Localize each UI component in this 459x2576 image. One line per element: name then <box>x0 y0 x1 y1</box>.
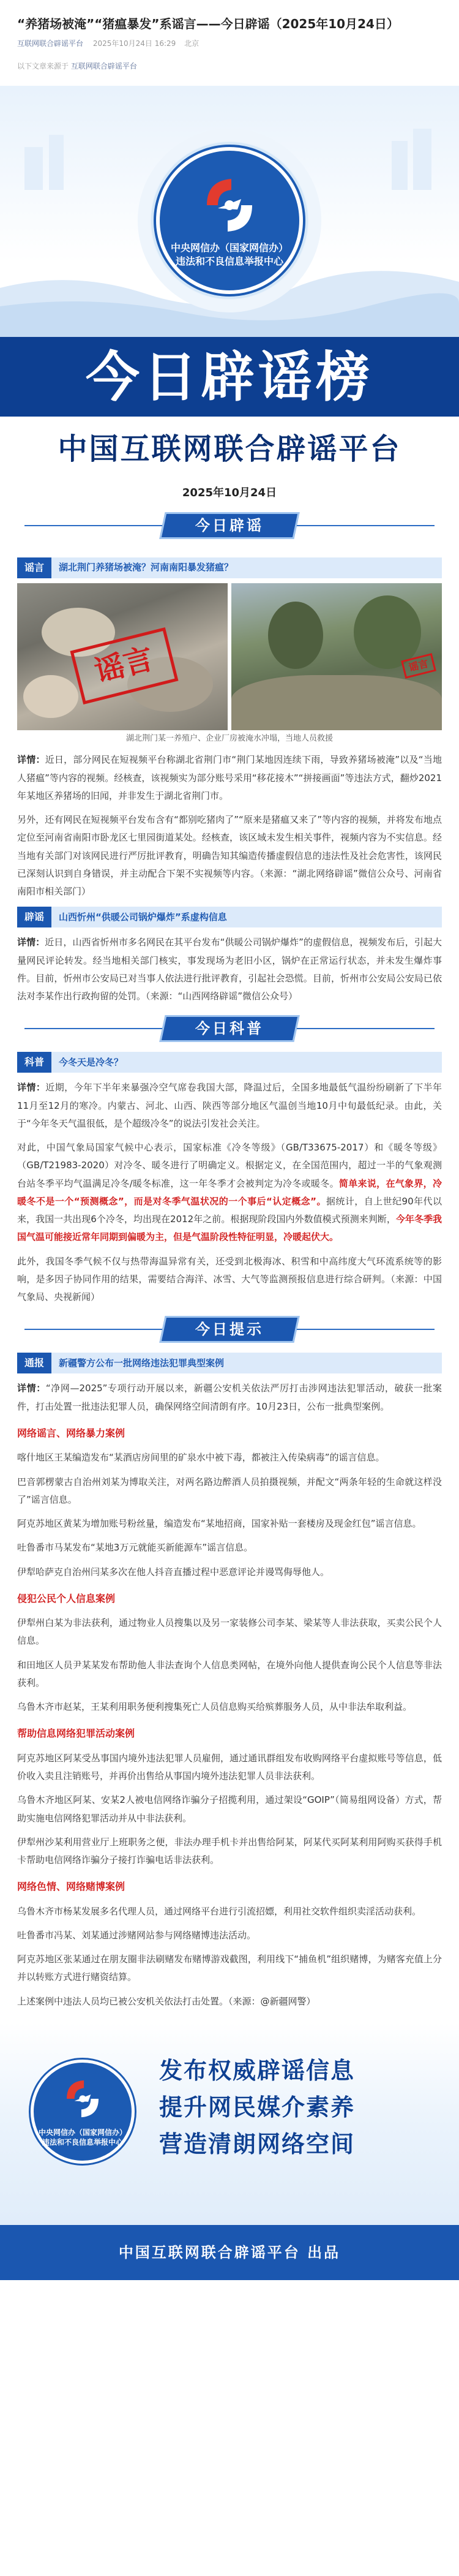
notice-tag: 通报 <box>17 1353 51 1373</box>
hero-subtitle: 中国互联网联合辟谣平台 <box>58 431 401 466</box>
science-text2b: 据统计，自上世纪90年代以来，我国一共出现6个冷冬，均出现在2012年之前。根据现阶段国内外数值模式预测来判断， <box>17 1195 442 1225</box>
case-item: 乌鲁木齐市杨某发展多名代理人员，通过网络平台进行引流招嫖，利用社交软件组织卖淫活动获利。 <box>17 1905 422 1917</box>
case-item: 阿克苏地区黄某为增加账号粉丝量，编造发布“某地招商，国家补贴一套楼房及现金红包”谣言信息。 <box>17 1518 422 1530</box>
footer-logo-line2: 违法和不良信息举报中心 <box>42 2137 123 2147</box>
case-item: 阿克苏地区阿某受丛事国内境外违法犯罪人员雇佣，通过通讯群组发布收购网络平台虚拟账号等信息，低价收入卖且注销账号，并再价出售给从事国内境外违法犯罪人员非法获利。 <box>17 1752 442 1782</box>
footer-banner <box>0 2023 459 2280</box>
banner-pill <box>159 1316 299 1343</box>
tips-title: 新疆警方公布一批网络违法犯罪典型案例 <box>59 1358 225 1369</box>
rumor-photo-flood-road[interactable] <box>231 583 442 730</box>
publish-time: 2025年10月24日 16:29 <box>92 39 176 48</box>
science-highlight2: 今年冬季我国气温可能接近常年同期到偏暖为主，但是气温阶段性特征明显，冷暖起伏大。 <box>17 1214 442 1243</box>
case-item: 吐鲁番市冯某、刘某通过涉赌网站参与网络赌博违法活动。 <box>17 1929 256 1941</box>
case-item: 乌鲁木齐地区阿某、安某2人被电信网络诈骗分子招揽利用，通过架设“GOIP”（简易组网设备）方式，帮助实施电信网络犯罪活动并从中非法获利。 <box>17 1794 442 1824</box>
rumor-stamp: 谣言 <box>70 627 178 704</box>
section-rumor-label: 今日辟谣 <box>195 516 264 534</box>
report-center-logo-icon <box>195 172 264 239</box>
report-center-logo-icon <box>58 2075 107 2123</box>
rumor2-heading <box>17 907 442 927</box>
case-item: 伊犁州沙某利用营业厅上班职务之便，非法办理手机卡并出售给阿某，阿某代买阿某利用阿购买获得手机卡帮助电信网络诈骗分子接打诈骗电话非法获利。 <box>17 1836 442 1866</box>
debunk-tag: 辟谣 <box>17 907 51 927</box>
case-item: 喀什地区王某编造发布“某酒店房间里的矿泉水中被下毒，都被注入传染病毒”的谣言信息。 <box>17 1452 385 1464</box>
rumor1-title: 湖北荆门养猪场被淹？河南南阳暴发猪瘟？ <box>59 562 234 573</box>
banner-pill <box>159 512 299 539</box>
footer-producer-bar: 中国互联网联合辟谣平台 出品 <box>0 2225 459 2280</box>
section-science-label: 今日科普 <box>195 1019 264 1038</box>
science-paragraph3: 此外，我国冬季气候不仅与热带海温异常有关，还受到北极海冰、积雪和中高纬度大气环流系统等的影响，是多因子协同作用的结果，需要结合海洋、冰雪、大气等监测预报信息进行综合研判。（来源：中国气象局、央视新闻） <box>17 1255 442 1303</box>
hero-banner <box>0 86 459 551</box>
detail-label: 详情： <box>17 1082 46 1093</box>
rumor-photo-flooded-farm[interactable] <box>17 583 228 730</box>
detail-label: 详情： <box>17 754 45 766</box>
tips-intro <box>17 1380 442 1416</box>
science-heading <box>17 1052 442 1073</box>
banner-pill <box>159 1015 299 1042</box>
case-item: 吐鲁番市马某发布“某地3万元就能买新能源车”谣言信息。 <box>17 1542 253 1554</box>
science-title: 今冬天是冷冬？ <box>59 1057 124 1068</box>
footer-logo-line1: 中央网信办（国家网信办） <box>38 2128 127 2137</box>
science-paragraph2 <box>17 1139 442 1247</box>
rumor-stamp-small: 谣言 <box>401 653 436 679</box>
logo-line1: 中央网信办（国家网信办） <box>170 241 288 254</box>
rumor1-photos <box>17 583 442 730</box>
forward-source <box>17 59 442 74</box>
article-title: “养猪场被淹”“猪瘟暴发”系谣言——今日辟谣（2025年10月24日） <box>17 17 399 31</box>
rumor-tag: 谣言 <box>17 557 51 578</box>
article-header <box>0 0 459 82</box>
rumor1-detail <box>17 751 442 805</box>
footer-slogan-1: 发布权威辟谣信息 <box>159 2056 356 2084</box>
hero-date: 2025年10月24日 <box>182 486 277 499</box>
rumor1-text: 近日，部分网民在短视频平台称湖北省荆门市“荆门某地因连续下雨，导致养猪场被淹”以及“当地人猪瘟”等内容的视频。经核查，该视频实为部分账号采用“移花接木”“拼接画面”等违法方式，翻炒2021年某地区养猪场的旧闻，并非发生于湖北省荆门市。 <box>17 754 442 801</box>
science-text2a: 对此，中国气象局国家气候中心表示，国家标准《冷冬等级》（GB/T33675-2017）和《暖冬等级》（GB/T21983-2020）对冷冬、暖冬进行了明确定义。根据定义，在全国范围内，超过一半的气象观测台站冬季平均气温满足冷冬/暖冬标准，这一年冬季才会被判定为冷冬或暖冬。 <box>17 1142 442 1189</box>
case-category-3: 帮助信息网络犯罪活动案例 <box>17 1728 135 1740</box>
section-tips-banner <box>0 1312 459 1347</box>
case-item: 伊犁哈萨克自治州闫某多次在他人抖音直播过程中恶意评论并谩骂侮辱他人。 <box>17 1566 330 1577</box>
account-link[interactable]: 互联网联合辟谣平台 <box>17 39 84 48</box>
case-item: 伊犁州白某为非法获利，通过物业人员搜集以及另一家装修公司李某、梁某等人非法获取，买卖公民个人信息。 <box>17 1617 442 1647</box>
footer-slogan-3: 营造清朗网络空间 <box>159 2129 356 2158</box>
case-category-4: 网络色情、网络赌博案例 <box>17 1881 125 1893</box>
section-science-banner <box>0 1011 459 1046</box>
footer-slogan-2: 提升网民媒介素养 <box>159 2093 356 2121</box>
article-meta <box>17 37 442 51</box>
section-tips-label: 今日提示 <box>195 1320 264 1339</box>
science-detail <box>17 1079 442 1133</box>
science-highlight1: 简单来说，在气象界，冷暖冬不是一个“预测概念”，而是对冬季气温状况的一个事后“认定概念”。 <box>17 1177 442 1207</box>
case-category-2: 侵犯公民个人信息案例 <box>17 1592 116 1604</box>
case-category-1: 网络谣言、网络暴力案例 <box>17 1427 125 1439</box>
rumor2-detail <box>17 934 442 1005</box>
tips-heading <box>17 1353 442 1373</box>
case-item: 阿克苏地区张某通过在朋友圈非法刷赌发布赌博游戏截图，利用线下“捕鱼机”组织赌博，为赌客充值上分并以转账方式进行赌资结算。 <box>17 1954 442 1983</box>
rumor1-heading <box>17 557 442 578</box>
publish-location: 北京 <box>184 39 200 48</box>
hero-title: 今日辟谣榜 <box>0 337 459 417</box>
detail-label: 详情： <box>17 1383 46 1394</box>
tips-closing: 上述案例中违法人员均已被公安机关依法打击处置。（来源：@新疆网警） <box>17 1995 316 2007</box>
logo-line2: 违法和不良信息举报中心 <box>175 255 283 267</box>
science-text1: 近期，今年下半年来暴强冷空气席卷我国大部，降温过后，全国多地最低气温纷纷刷新了下半年11月至12月的寒冷。内蒙古、河北、山西、陕西等部分地区气温创当地10月中旬最低纪录。由此，关于“今年冬天气温很低，是个超级冷冬”的说法引发社会关注。 <box>17 1082 442 1129</box>
forward-account-link[interactable]: 互联网联合辟谣平台 <box>70 61 137 70</box>
case-item: 巴音郭楞蒙古自治州刘某为博取关注，对两名路边醉酒人员拍摄视频，并配文“两条年轻的生命就这样没了”谣言信息。 <box>17 1476 442 1505</box>
rumor2-title: 山西忻州“供暖公司锅炉爆炸”系虚构信息 <box>59 912 227 923</box>
photo-caption: 湖北荆门某一养殖户、企业厂房被淹水冲塌，当地人员救援 <box>125 733 333 743</box>
tips-intro-text: “净网—2025”专项行动开展以来，新疆公安机关依法严厉打击涉网违法犯罪活动，破获一批案件，打击处置一批违法犯罪人员，确保网络空间清朗有序。10月23日，公布一批典型案例。 <box>17 1383 442 1412</box>
section-rumor-banner <box>0 508 459 539</box>
science-tag: 科普 <box>17 1052 51 1073</box>
case-item: 乌鲁木齐市赵某，王某利用职务便利搜集死亡人员信息购买给殡葬服务人员，从中非法牟取利益。 <box>17 1701 412 1713</box>
rumor1-paragraph2: 另外，还有网民在短视频平台发布含有“都别吃猪肉了”“原来是猪瘟又来了”等内容的视频，并将发布地点定位至河南省南阳市卧龙区七里园街道某处。经核查，该区域未发生相关事件，视频内容为不实信息。经当地有关部门对该网民进行严厉批评教育，明确告知其编造传播虚假信息的违法性及社会危害性，该网民已深刻认识到自身错误，并主动配合下架不实视频等内容。（来源：“湖北网络辟谣”微信公众号、河南省南阳市相关部门） <box>17 814 442 897</box>
detail-label: 详情： <box>17 937 45 948</box>
forward-prefix: 以下文章来源于 <box>17 61 69 70</box>
case-item: 和田地区人员尹某某发布帮助他人非法查询个人信息类网帖，在境外向他人提供查询公民个人信息等非法获利。 <box>17 1659 442 1688</box>
rumor2-text: 近日，山西省忻州市多名网民在其平台发布“供暖公司锅炉爆炸”的虚假信息，视频发布后，引起大量网民评论转发。经当地相关部门核实，事发现场为老旧小区，锅炉在正常运行状态，并未发生爆炸事件。目前，忻州市公安局已对当事人依法进行批评教育，引起社会恐慌。目前，忻州市公安局公安局已依法对李某作出行政拘留的处罚。（来源：“山西网络辟谣”微信公众号） <box>17 937 442 1002</box>
